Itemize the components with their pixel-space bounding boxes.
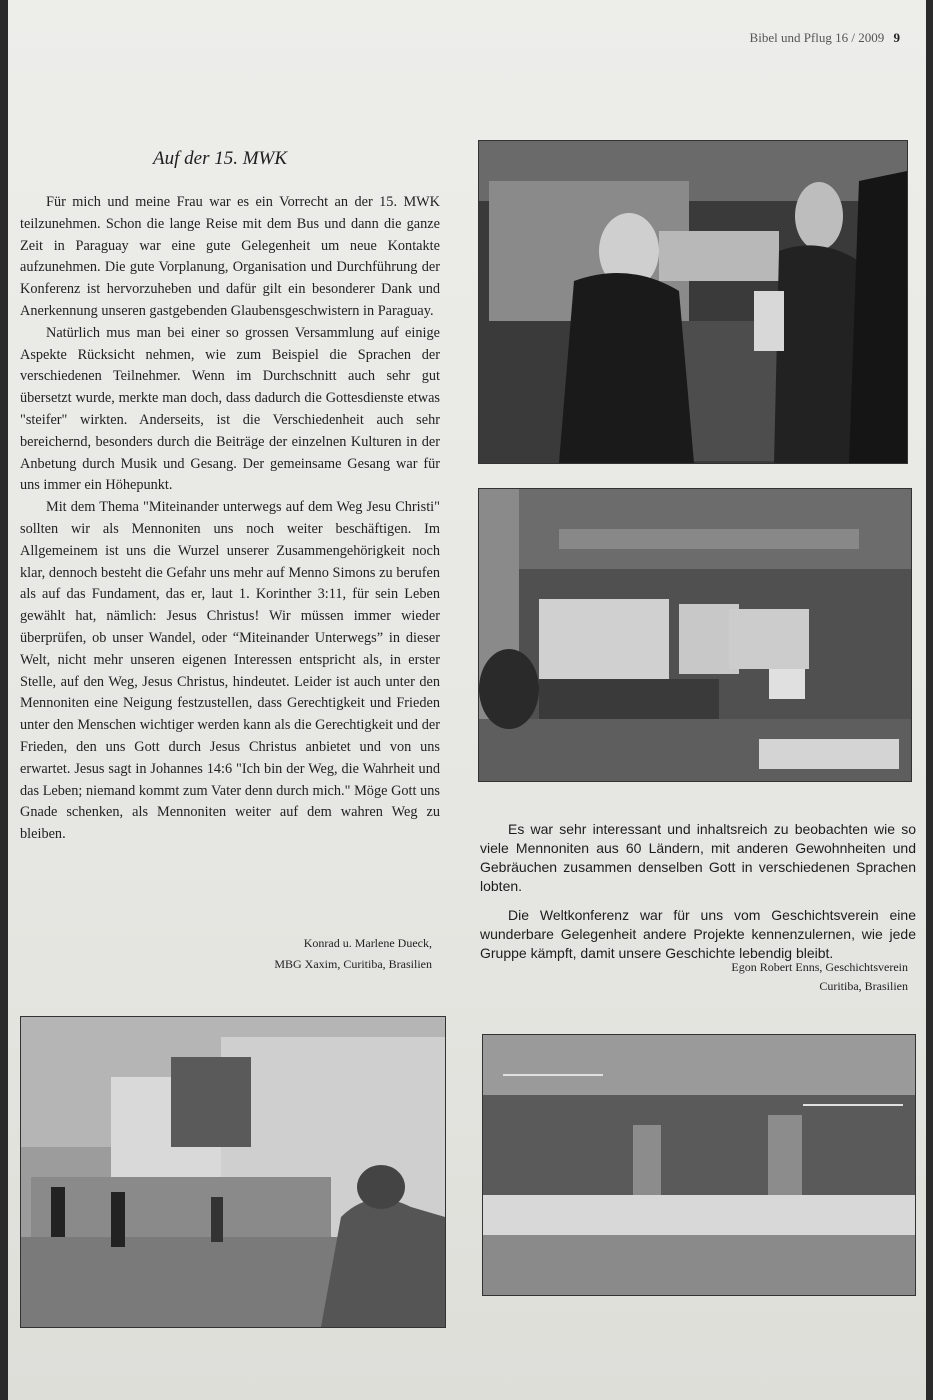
magazine-page (8, 0, 926, 1400)
journal-name: Bibel und Pflug (749, 30, 832, 45)
article-signature (274, 936, 432, 972)
article-paragraph: Mit dem Thema "Miteinander unterwegs auf dem Weg Jesu Christi" sollten wir als Mennoniten uns noch weiter beschäftigen. Im Allgemeinem ist uns die Wurzel unserer Zusammengehörigkeit noch klar, dennoch besteht die Gefahr uns mehr auf Menno Simons zu berufen als auf das Fundament, das er, laut 1. Korinther 3:11, für sein Leben gewählt hat, nämlich: Jesus Christus! Wir müssen immer wieder überprüfen, ob unser Wandel, oder “Miteinander Unterwegs” in dieser Welt, nicht mehr unseren eigenen Interessen entspricht als, in erster Stelle, auf den Weg, Jesus Christus, hindeutet. Leider ist auch unter den Mennoniten eine Neigung festzustellen, dass Gerechtigkeit und Frieden unter den Menschen wichtiger werden kann als die Gerechtigkeit und der Frieden, den uns Gott durch Jesus Christus anbietet und von uns erwartet. Jesus sagt in Johannes 14:6 "Ich bin der Weg, die Wahrheit und das Leben; niemand kommt zum Vater denn durch mich." Möge Gott uns Gnade schenken, als Mennoniten weiter auf dem wahren Weg zu bleiben. (20, 499, 440, 843)
article-paragraph: Für mich und meine Frau war es ein Vorrecht an der 15. MWK teilzunehmen. Schon die lange Reise mit dem Bus und dann die ganze Zeit in Paraguay war eine gute Gelegenheit um neue Kontakte aufzunehmen. Die gute Vorplanung, Organisation und Durchführung der Konferenz ist hervorzuheben und dafür gilt ein besonderer Dank und Anerkennung unseren gastgebenden Glaubensgeschwistern in Paraguay. (20, 194, 440, 319)
sidebar-paragraph: Es war sehr interessant und inhaltsreich zu beobachten wie so viele Mennoniten aus 60 Ländern, mit anderen Gewohnheiten und Gebräuchen zusammen denselben Gott in verschiedenen Sprachen lobten. (480, 821, 916, 894)
article-title: Auf der 15. MWK (153, 148, 288, 169)
issue-number: 16 / 2009 (835, 30, 885, 45)
photo-book-table (478, 140, 908, 464)
article-paragraph: Natürlich mus man bei einer so grossen Versammlung auf einige Aspekte Rücksicht nehmen, wie zum Beispiel die Sprachen der verschiedenen Teilnehmer. Wenn im Durchschnitt auch sehr gut übersetzt wurde, merkte man doch, dass dadurch die Gottesdienste etwas "steifer" wirkten. Anderseits, ist die Verschiedenheit auch sehr bereichernd, besonders durch die Beiträge der einzelnen Kulturen in der Anbetung durch Musik und Gesang. Der gemeinsame Gesang war für uns immer ein Höhepunkt. (20, 324, 440, 494)
sidebar-text (480, 820, 916, 973)
page-number: 9 (893, 30, 900, 45)
photo-building-exterior (20, 1016, 446, 1328)
photo-hall-chairs (482, 1034, 916, 1296)
sidebar-paragraph: Die Weltkonferenz war für uns vom Geschichtsverein eine wunderbare Gelegenheit andere Projekte kennenzulernen, wie jede Gruppe kämpft, damit unsere Geschichte lebendig bleibt. (480, 907, 916, 961)
article-body (20, 192, 440, 846)
signature-place: Curitiba, Brasilien (819, 979, 908, 993)
signature-name: Egon Robert Enns, Geschichtsverein (731, 960, 908, 974)
sidebar-signature (731, 960, 908, 994)
running-header (750, 30, 900, 46)
signature-name: Konrad u. Marlene Dueck, (303, 936, 432, 950)
signature-place: MBG Xaxim, Curitiba, Brasilien (274, 957, 432, 971)
photo-exhibition-booths (478, 488, 912, 782)
